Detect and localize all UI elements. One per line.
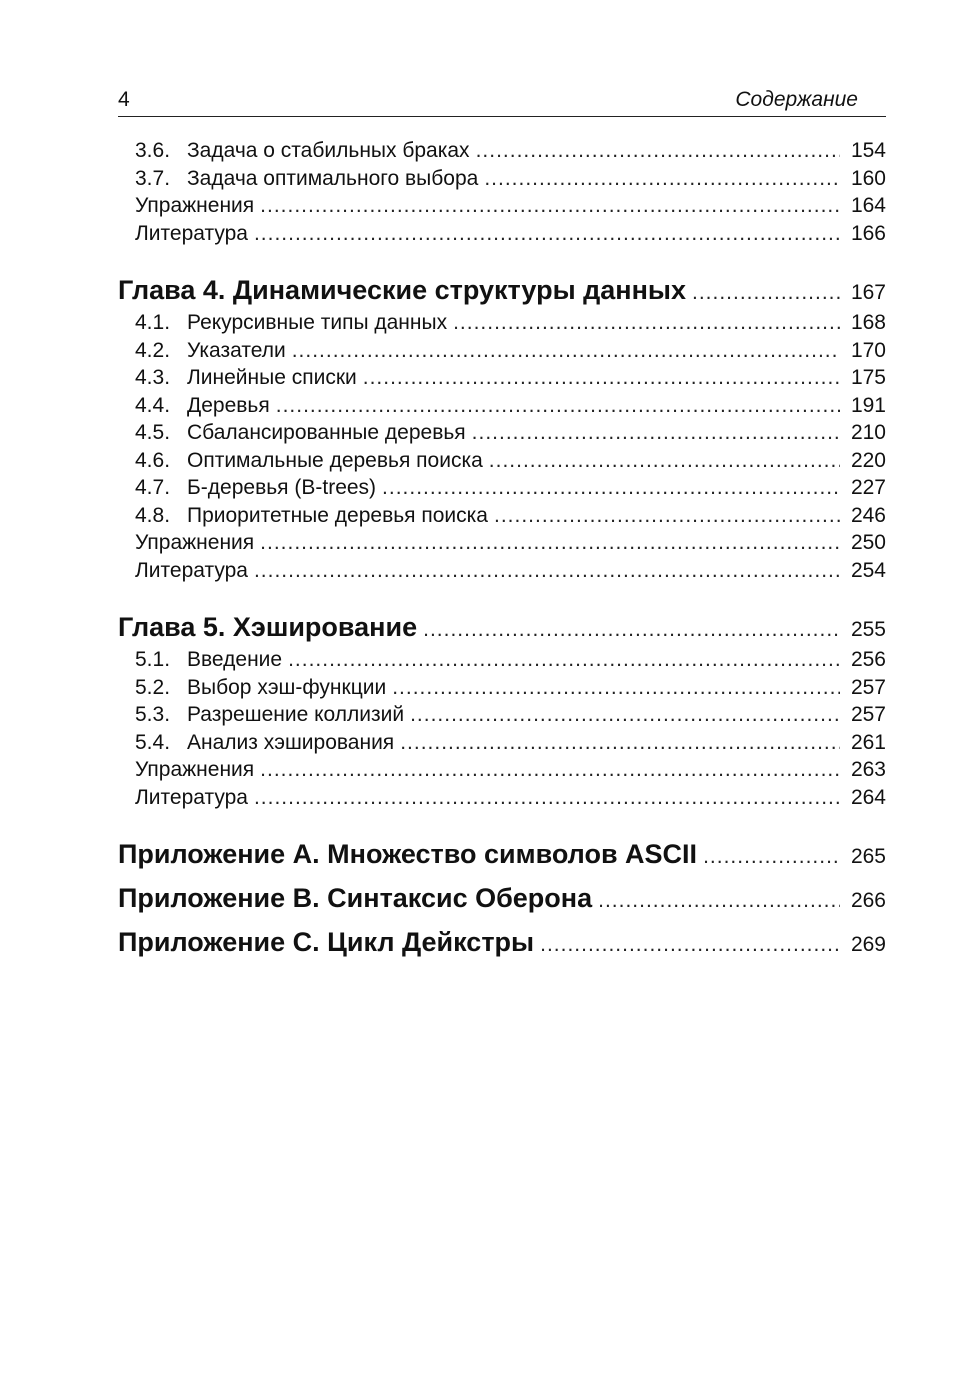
toc-entry[interactable] (118, 731, 886, 759)
entry-page: 220 (850, 448, 886, 472)
toc-appendix-a[interactable] (118, 839, 886, 875)
page-number: 4 (118, 88, 130, 111)
entry-title: Упражнения (135, 531, 255, 554)
entry-page: 154 (850, 139, 886, 162)
appendix-title: Приложение C. Цикл Дейкстры (118, 927, 535, 957)
leader-dots (598, 889, 840, 913)
chapter-title: Глава 5. Хэширование (118, 612, 418, 642)
leader-dots (410, 703, 840, 727)
leader-dots (292, 339, 840, 363)
leader-dots (423, 618, 840, 642)
leader-dots (254, 222, 840, 246)
leader-dots (392, 676, 840, 700)
leader-dots (276, 394, 840, 418)
toc-entry[interactable] (118, 339, 886, 367)
toc-entry[interactable] (118, 758, 886, 786)
leader-dots (400, 731, 840, 755)
appendix-title: Приложение B. Синтаксис Оберона (118, 883, 593, 913)
entry-page: 191 (850, 393, 886, 417)
entry-page: 168 (850, 311, 886, 334)
entry-page: 261 (850, 730, 886, 754)
entry-title: Задача о стабильных браках (187, 139, 470, 162)
leader-dots (484, 167, 840, 191)
toc-entry[interactable] (118, 676, 886, 704)
toc-entry-3-7[interactable] (118, 167, 886, 195)
entry-title: Разрешение коллизий (187, 703, 405, 726)
leader-dots (703, 845, 840, 869)
entry-number: 4.1. (135, 311, 171, 334)
toc-entry-3-literature[interactable] (118, 222, 886, 250)
toc-entry[interactable] (118, 504, 886, 532)
entry-number: 5.1. (135, 648, 171, 671)
entry-number: 4.6. (135, 448, 171, 472)
entry-title: Анализ хэширования (187, 730, 395, 754)
toc-entry[interactable] (118, 311, 886, 339)
entry-number: 4.7. (135, 476, 171, 499)
toc-page (118, 82, 886, 963)
appendix-page: 269 (850, 933, 886, 956)
entry-title: Сбалансированные деревья (187, 421, 466, 444)
appendix-page: 266 (850, 889, 886, 912)
entry-page: 246 (850, 503, 886, 527)
entry-page: 250 (850, 531, 886, 554)
entry-title: Литература (135, 221, 248, 245)
chapter-title: Глава 4. Динамические структуры данных (118, 275, 686, 305)
entry-title: Упражнения (135, 758, 255, 781)
leader-dots (382, 476, 840, 500)
entry-page: 264 (850, 785, 886, 809)
entry-page: 160 (850, 166, 886, 190)
appendix-title: Приложение A. Множество символов ASCII (118, 839, 698, 869)
entry-number: 4.3. (135, 366, 171, 389)
entry-page: 227 (850, 476, 886, 499)
toc-entry[interactable] (118, 559, 886, 587)
toc-appendix-c[interactable] (118, 927, 886, 963)
entry-page: 170 (850, 338, 886, 362)
entry-number: 3.6. (135, 139, 171, 162)
leader-dots (254, 786, 840, 810)
entry-page: 254 (850, 558, 886, 582)
toc-entry[interactable] (118, 449, 886, 477)
leader-dots (288, 648, 840, 672)
entry-title: Приоритетные деревья поиска (187, 503, 488, 527)
entry-page: 175 (850, 366, 886, 389)
toc-entry[interactable] (118, 786, 886, 814)
entry-title: Линейные списки (187, 366, 357, 389)
entry-page: 256 (850, 648, 886, 671)
chapter-page: 167 (850, 281, 886, 304)
entry-number: 4.5. (135, 421, 171, 444)
leader-dots (260, 531, 840, 555)
leader-dots (260, 194, 840, 218)
entry-page: 257 (850, 703, 886, 726)
toc-entry-3-6[interactable] (118, 139, 886, 167)
entry-page: 210 (850, 421, 886, 444)
entry-number: 3.7. (135, 166, 171, 190)
leader-dots (489, 449, 840, 473)
entry-page: 166 (850, 221, 886, 245)
toc-entry-3-exercises[interactable] (118, 194, 886, 222)
entry-page: 263 (850, 758, 886, 781)
toc-entry[interactable] (118, 648, 886, 676)
entry-title: Упражнения (135, 194, 255, 217)
entry-title: Выбор хэш-функции (187, 675, 387, 699)
toc-chapter-4[interactable] (118, 275, 886, 311)
entry-number: 5.3. (135, 703, 171, 726)
toc-entry[interactable] (118, 421, 886, 449)
entry-title: Введение (187, 648, 283, 671)
toc-entry[interactable] (118, 703, 886, 731)
entry-number: 4.8. (135, 503, 171, 527)
leader-dots (254, 559, 840, 583)
entry-title: Задача оптимального выбора (187, 166, 479, 190)
entry-title: Рекурсивные типы данных (187, 311, 448, 334)
entry-number: 4.4. (135, 393, 171, 417)
entry-title: Деревья (187, 393, 270, 417)
toc-entry[interactable] (118, 366, 886, 394)
leader-dots (472, 421, 840, 445)
toc-entry[interactable] (118, 394, 886, 422)
leader-dots (540, 933, 840, 957)
leader-dots (363, 366, 840, 390)
entry-title: Оптимальные деревья поиска (187, 448, 483, 472)
entry-number: 5.4. (135, 730, 171, 754)
toc-entry[interactable] (118, 531, 886, 559)
entry-title: Литература (135, 785, 248, 809)
entry-title: Б-деревья (B-trees) (187, 476, 377, 499)
leader-dots (494, 504, 840, 528)
chapter-page: 255 (850, 618, 886, 641)
leader-dots (476, 139, 840, 163)
entry-title: Указатели (187, 338, 286, 362)
entry-page: 257 (850, 675, 886, 699)
leader-dots (453, 311, 840, 335)
table-of-contents (118, 139, 886, 963)
entry-title: Литература (135, 558, 248, 582)
page-header (118, 82, 886, 117)
leader-dots (692, 281, 840, 305)
leader-dots (260, 758, 840, 782)
entry-number: 4.2. (135, 338, 171, 362)
toc-entry[interactable] (118, 476, 886, 504)
running-title: Содержание (735, 88, 858, 111)
entry-number: 5.2. (135, 675, 171, 699)
toc-appendix-b[interactable] (118, 883, 886, 919)
entry-page: 164 (850, 194, 886, 217)
appendix-page: 265 (850, 845, 886, 868)
toc-chapter-5[interactable] (118, 612, 886, 648)
